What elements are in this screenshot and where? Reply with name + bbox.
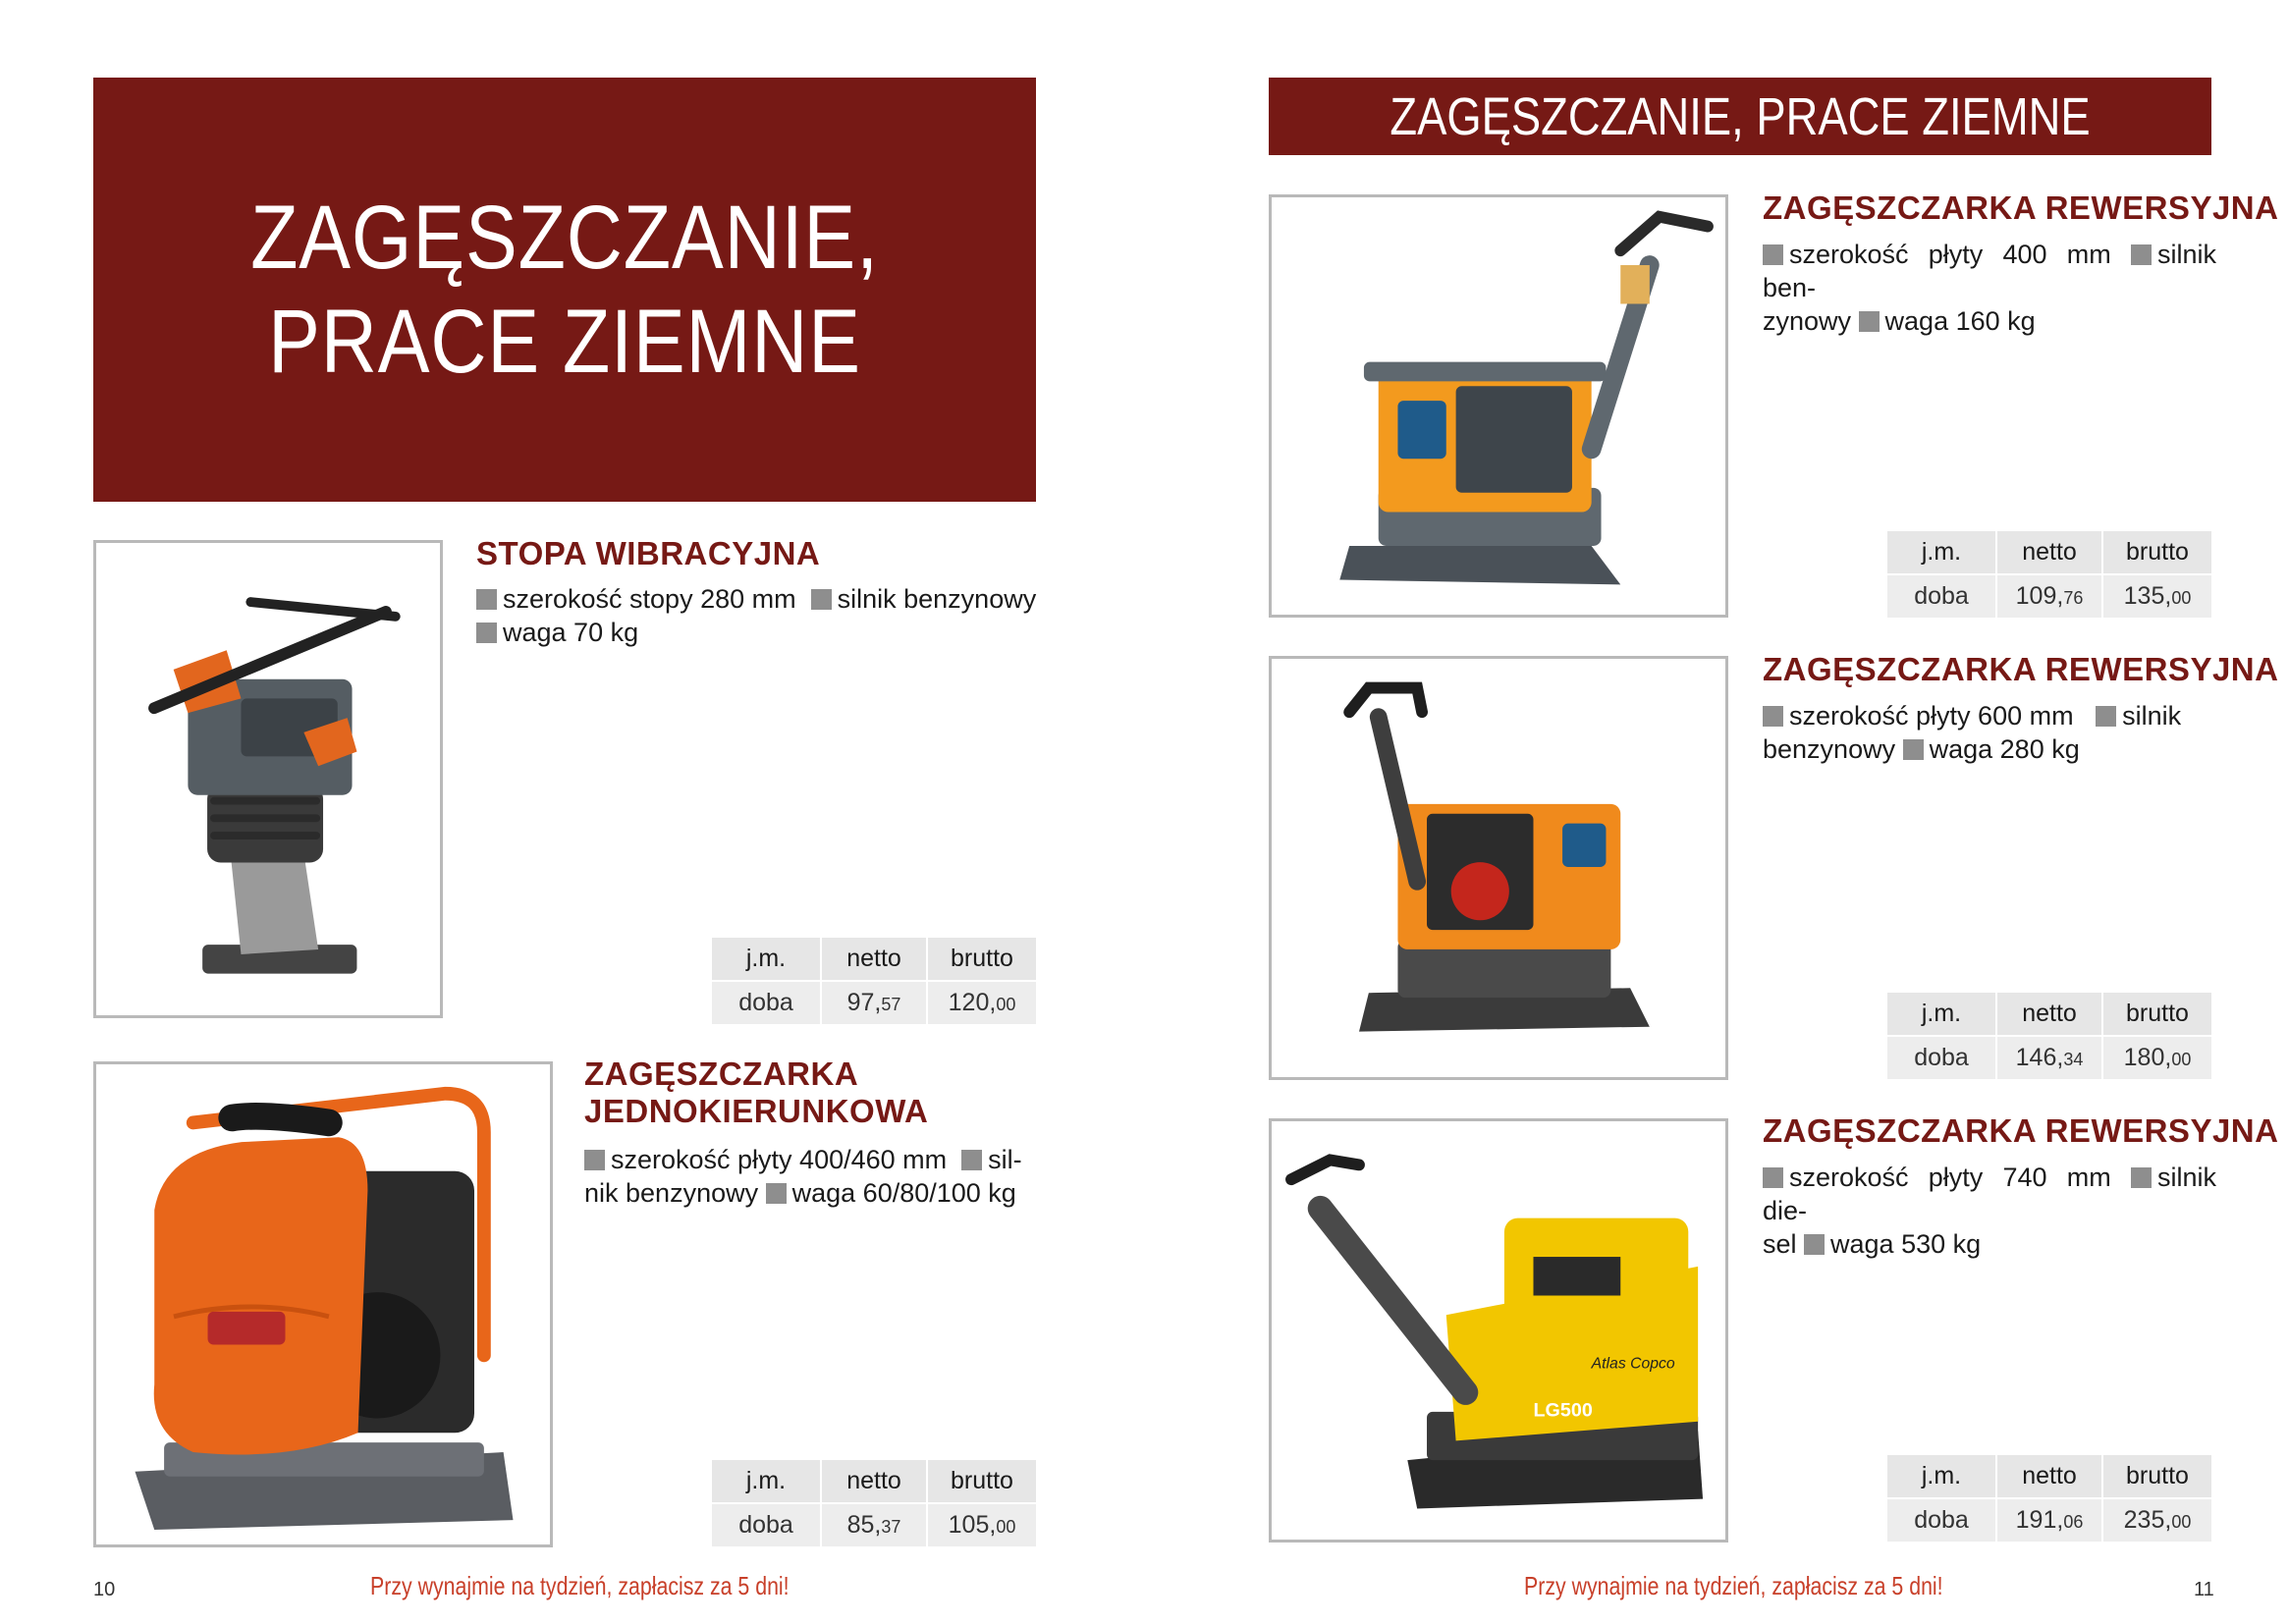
product-image-reversible-compactor-600 [1269, 656, 1728, 1080]
product-title: ZAGĘSZCZARKA REWERSYJNA [1763, 1112, 2279, 1149]
product-specs: szerokość płyty 600 mm silnik benzynowy waga 280 kg [1763, 701, 2182, 764]
bullet-square-icon [961, 1150, 982, 1170]
product-image-reversible-compactor-400 [1269, 194, 1728, 618]
gross-price: 105,00 [927, 1503, 1036, 1546]
bullet-square-icon [476, 589, 497, 610]
product-specs: szerokość stopy 280 mm silnik benzynowy waga 70 kg [476, 582, 1038, 649]
product-title: ZAGĘSZCZARKA REWERSYJNA [1763, 651, 2279, 687]
bullet-square-icon [1763, 1167, 1783, 1188]
bullet-square-icon [2131, 244, 2152, 265]
forward-plate-compactor-illustration [96, 1064, 550, 1544]
price-table: j.m. netto brutto doba 146,34 180,00 [1887, 993, 2211, 1079]
gross-price: 120,00 [927, 981, 1036, 1024]
price-table: j.m. netto brutto doba 109,76 135,00 [1887, 531, 2211, 618]
reversible-compactor-600-illustration [1272, 659, 1725, 1077]
net-price: 97,57 [821, 981, 927, 1024]
gross-price: 235,00 [2102, 1498, 2211, 1542]
bullet-square-icon [2096, 706, 2116, 727]
price-table: j.m. netto brutto doba 85,37 105,00 [712, 1460, 1036, 1546]
bullet-square-icon [1859, 311, 1880, 332]
price-table: j.m. netto brutto doba 97,57 120,00 [712, 938, 1036, 1024]
price-table: j.m. netto brutto doba 191,06 235,00 [1887, 1455, 2211, 1542]
bullet-square-icon [2131, 1167, 2152, 1188]
bullet-square-icon [1804, 1234, 1825, 1255]
product-title: STOPA WIBRACYJNA [476, 535, 821, 571]
product-image-reversible-compactor-740 [1269, 1118, 1728, 1543]
bullet-square-icon [476, 623, 497, 643]
bullet-square-icon [766, 1183, 787, 1204]
product-title: ZAGĘSZCZARKA REWERSYJNA [1763, 189, 2279, 226]
bullet-square-icon [1763, 706, 1783, 727]
product-specs: szerokość płyty 740 mm silnik die- sel waga 530 kg [1763, 1163, 2216, 1259]
model-label: LG500 [1533, 1399, 1593, 1422]
product-image-vibratory-rammer [93, 540, 443, 1018]
vibratory-rammer-illustration [96, 543, 440, 1015]
footer-promo: Przy wynajmie na tydzień, zapłacisz za 5 dni! [370, 1571, 790, 1600]
product-title: ZAGĘSZCZARKA JEDNOKIERUNKOWA [584, 1056, 929, 1129]
product-specs: szerokość płyty 400/460 mm sil- nik benzynowy waga 60/80/100 kg [584, 1145, 1022, 1208]
product-specs: szerokość płyty 400 mm silnik ben- zynowy waga 160 kg [1763, 240, 2216, 336]
section-header-bar [1269, 78, 2211, 155]
section-banner [93, 78, 1036, 502]
gross-price: 135,00 [2102, 574, 2211, 618]
bullet-square-icon [1903, 739, 1924, 760]
page-number: 10 [93, 1579, 116, 1600]
net-price: 146,34 [1996, 1036, 2102, 1079]
net-price: 191,06 [1996, 1498, 2102, 1542]
bullet-square-icon [584, 1150, 605, 1170]
product-image-forward-plate-compactor [93, 1061, 553, 1547]
footer-promo: Przy wynajmie na tydzień, zapłacisz za 5 dni! [1524, 1571, 1943, 1600]
section-header-title: ZAGĘSZCZANIE, PRACE ZIEMNE [1390, 87, 2091, 146]
net-price: 85,37 [821, 1503, 927, 1546]
page-number: 11 [2194, 1579, 2214, 1600]
brand-label: Atlas Copco [1591, 1355, 1675, 1373]
bullet-square-icon [1763, 244, 1783, 265]
reversible-compactor-400-illustration [1272, 197, 1725, 615]
net-price: 109,76 [1996, 574, 2102, 618]
gross-price: 180,00 [2102, 1036, 2211, 1079]
bullet-square-icon [811, 589, 832, 610]
reversible-compactor-740-illustration [1272, 1121, 1725, 1540]
section-title: ZAGĘSZCZANIE, PRACE ZIEMNE [250, 188, 879, 392]
